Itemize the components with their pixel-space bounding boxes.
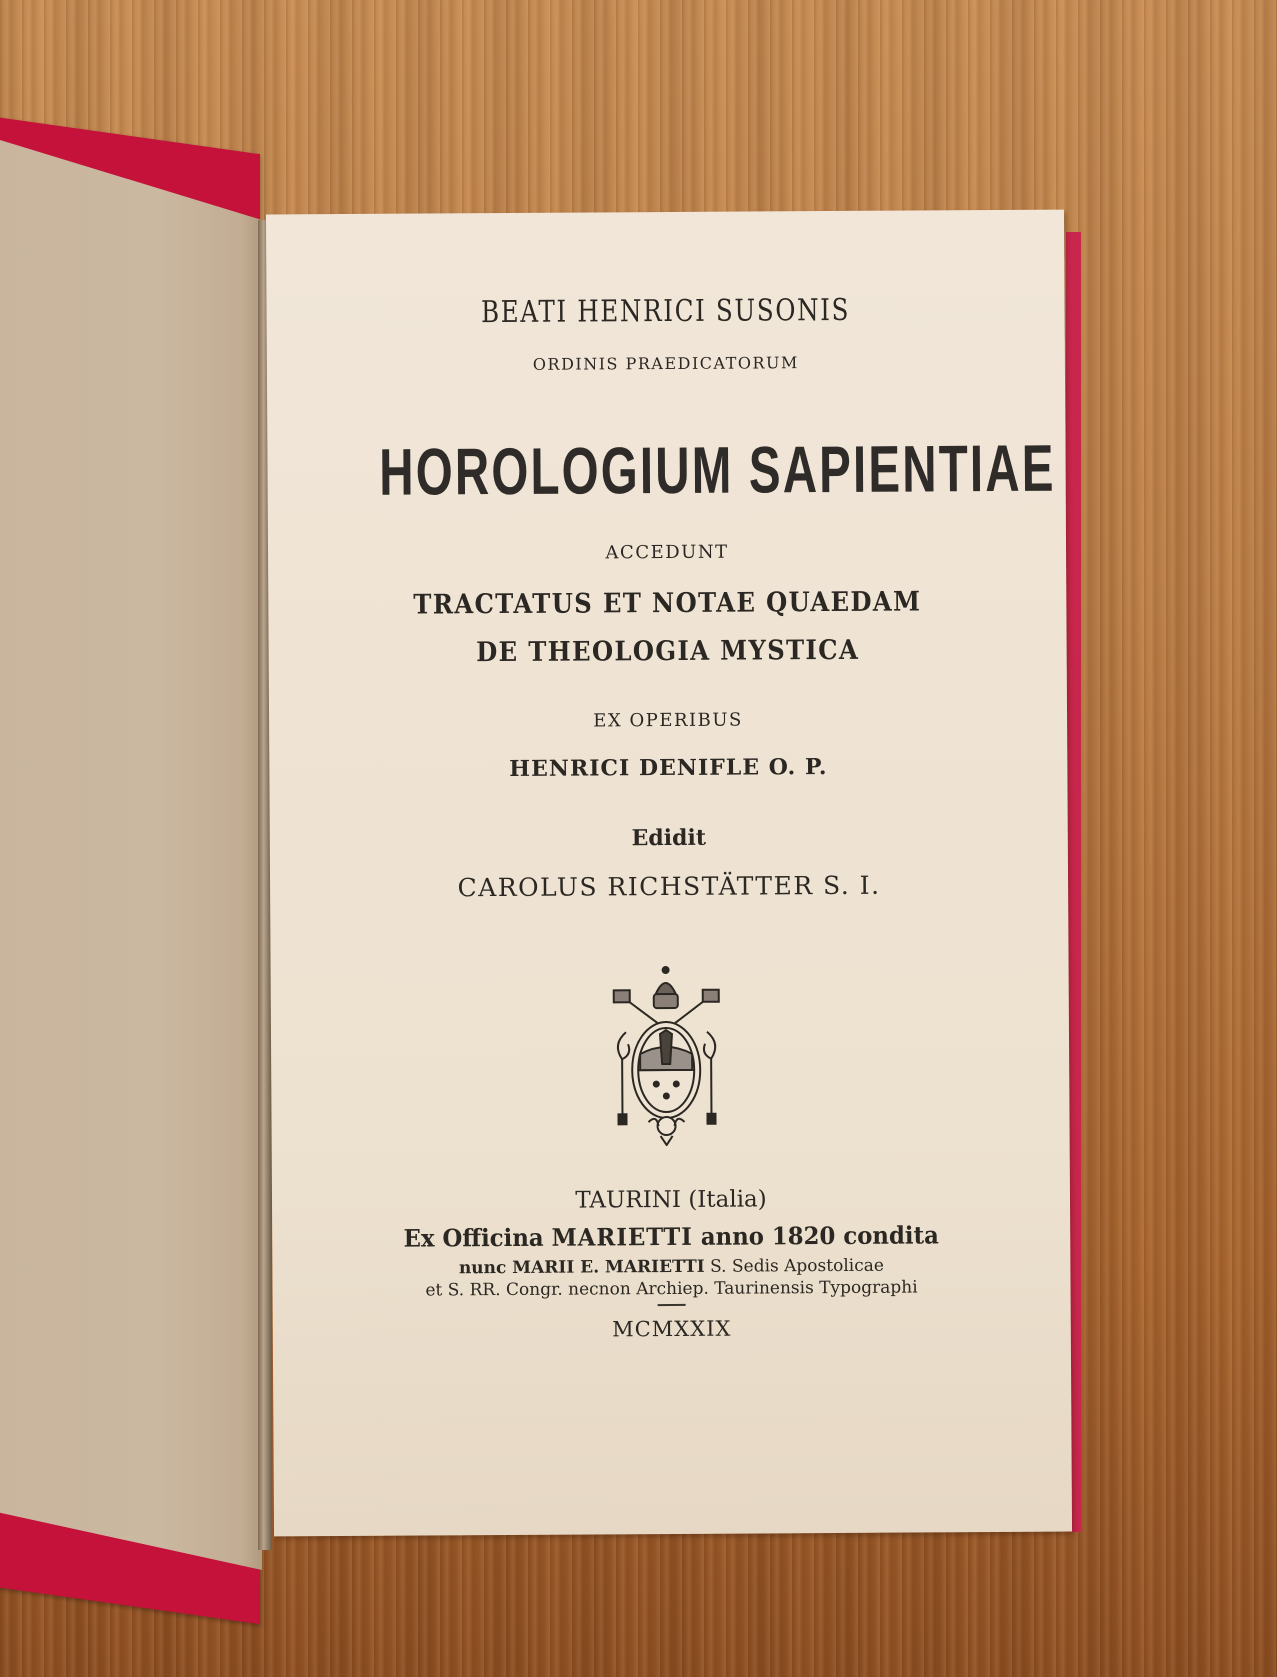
book-title: HOROLOGIUM SAPIENTIAE xyxy=(379,430,1056,509)
publication-year: MCMXXIX xyxy=(612,1316,732,1342)
author-line: BEATI HENRICI SUSONIS xyxy=(480,292,851,331)
imprint-line-3 xyxy=(272,1255,1070,1280)
title-page xyxy=(266,210,1072,1537)
subtitle-line-2: DE THEOLOGIA MYSTICA xyxy=(476,634,860,669)
imprint-line-3-bold: nunc MARII E. MARIETTI xyxy=(458,1256,705,1279)
imprint-publisher xyxy=(292,1220,1050,1254)
imprint-city: TAURINI (Italia) xyxy=(575,1186,767,1214)
separator-rule xyxy=(658,1304,686,1306)
edidit-line: Edidit xyxy=(631,824,707,852)
editor-line: CAROLUS RICHSTÄTTER S. I. xyxy=(457,870,881,903)
publisher-suffix: anno 1820 condita xyxy=(692,1220,939,1251)
subtitle-line-1: TRACTATUS ET NOTAE QUAEDAM xyxy=(413,586,922,621)
accedunt-line: ACCEDUNT xyxy=(605,541,729,564)
publisher-prefix: Ex Officina xyxy=(403,1222,552,1253)
flyleaf-page xyxy=(0,140,262,1570)
publisher-name: MARIETTI xyxy=(551,1221,693,1252)
imprint-line-4: et S. RR. Congr. necnon Archiep. Taurinensis Typographi xyxy=(425,1277,918,1301)
imprint-line-3-rest: S. Sedis Apostolicae xyxy=(704,1255,884,1277)
coat-of-arms-icon xyxy=(604,964,730,1147)
order-line: ORDINIS PRAEDICATORUM xyxy=(532,353,799,374)
source-author-line: HENRICI DENIFLE O. P. xyxy=(509,754,828,782)
ex-operibus-line: EX OPERIBUS xyxy=(593,709,743,732)
